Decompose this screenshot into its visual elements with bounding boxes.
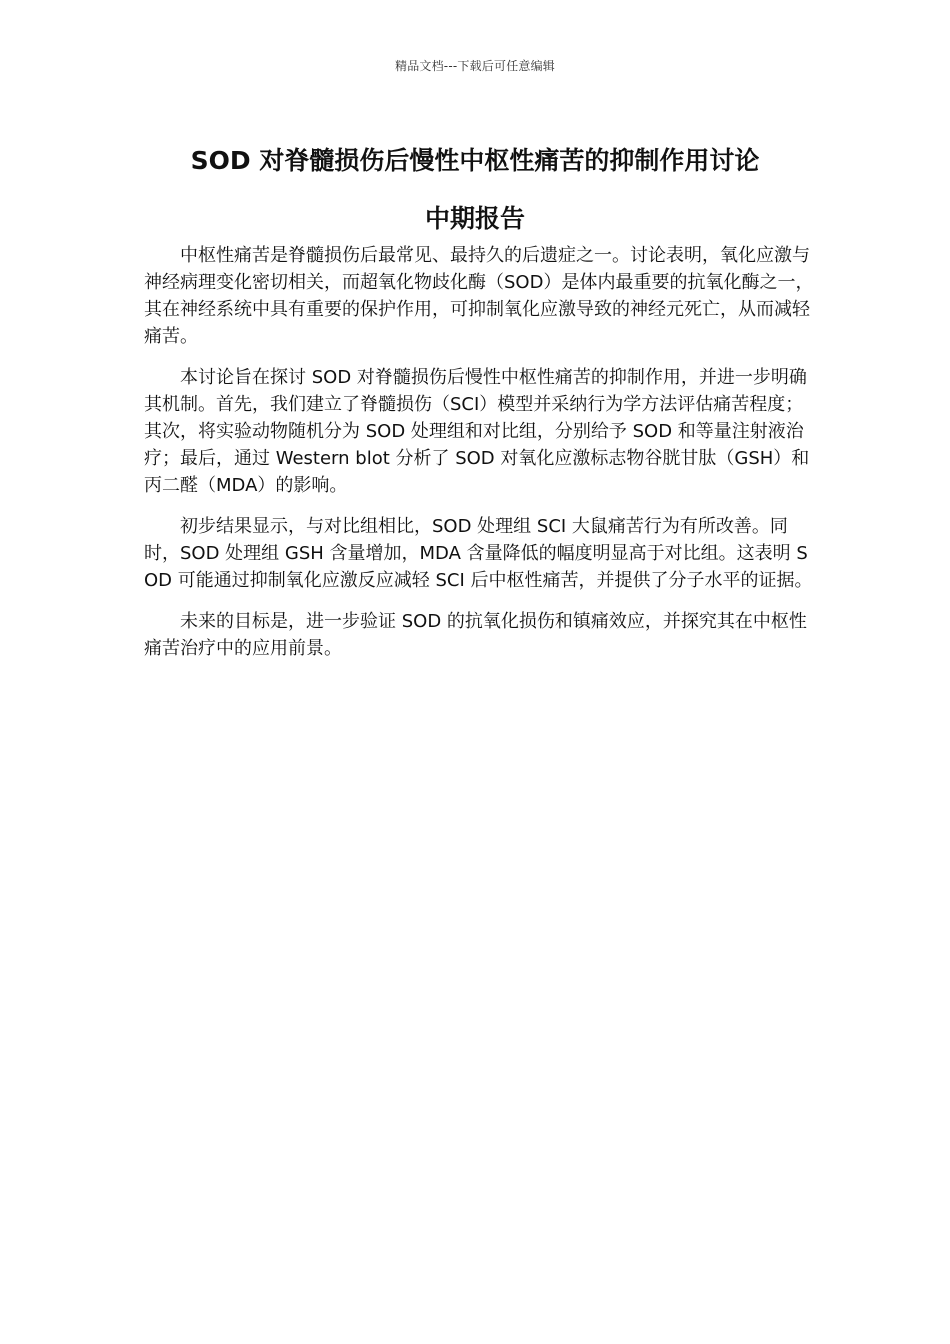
body-paragraph-3: 初步结果显示，与对比组相比，SOD 处理组 SCI 大鼠痛苦行为有所改善。同时，SOD 处理组 GSH 含量增加，MDA 含量降低的幅度明显高于对比组。这表明 SOD 可能通过抑制氧化应激反应减轻 SCI 后中枢性痛苦，并提供了分子水平的证据。 [144, 516, 813, 591]
page-header: 精品文档---下载后可任意编辑 [395, 59, 555, 73]
document-title [120, 132, 830, 248]
body-paragraph-4: 未来的目标是，进一步验证 SOD 的抗氧化损伤和镇痛效应，并探究其在中枢性痛苦治疗中的应用前景。 [144, 611, 807, 659]
document-body [144, 242, 814, 676]
body-paragraph-1: 中枢性痛苦是脊髓损伤后最常见、最持久的后遗症之一。讨论表明，氧化应激与神经病理变化密切相关，而超氧化物歧化酶（SOD）是体内最重要的抗氧化酶之一，其在神经系统中具有重要的保护作用，可抑制氧化应激导致的神经元死亡，从而减轻痛苦。 [144, 245, 814, 347]
document-title-line-1: SOD 对脊髓损伤后慢性中枢性痛苦的抑制作用讨论 [190, 146, 760, 175]
body-paragraph-2: 本讨论旨在探讨 SOD 对脊髓损伤后慢性中枢性痛苦的抑制作用，并进一步明确其机制。首先，我们建立了脊髓损伤（SCI）模型并采纳行为学方法评估痛苦程度；其次，将实验动物随机分为 SOD 处理组和对比组，分别给予 SOD 和等量注射液治疗；最后，通过 Western blot 分析了 SOD 对氧化应激标志物谷胱甘肽（GSH）和丙二醛（MDA）的影响。 [144, 367, 810, 496]
document-title-line-2: 中期报告 [424, 204, 525, 233]
